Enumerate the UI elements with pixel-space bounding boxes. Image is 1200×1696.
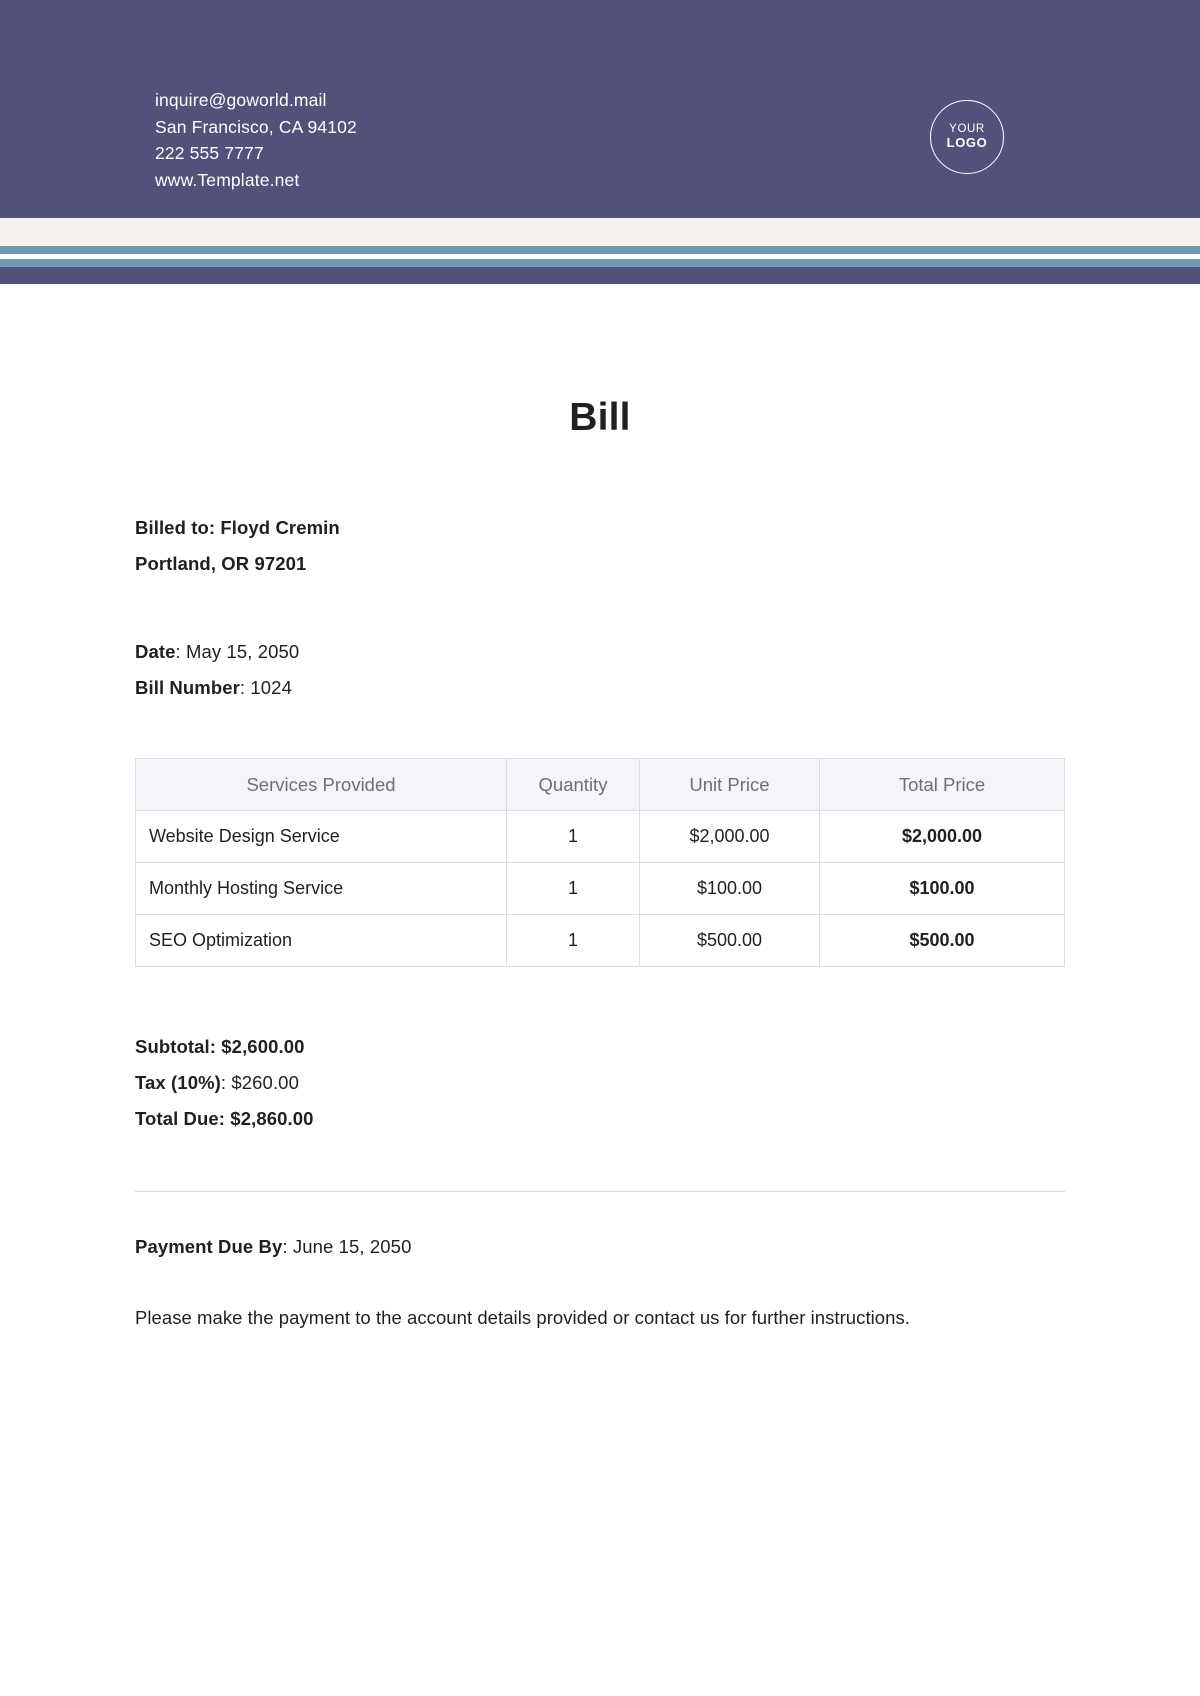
row-quantity: 1 [507,811,640,863]
contact-address: San Francisco, CA 94102 [155,116,357,137]
tax-label: Tax (10%) [135,1072,221,1094]
payment-due-value: : June 15, 2050 [282,1236,412,1258]
stripe-navy [0,267,1200,284]
row-unit-price: $500.00 [640,915,820,967]
logo-bottom-text: LOGO [946,135,988,151]
company-logo [930,100,1004,174]
bill-date [135,634,1065,670]
tax-value: : $260.00 [220,1072,299,1094]
section-divider [135,1191,1065,1192]
line-items-table [135,758,1065,967]
stripe-cream [0,218,1200,246]
table-header [136,759,1065,811]
totals-block [135,1029,1065,1137]
bill-date-label: Date [135,641,176,663]
table-body [136,811,1065,967]
header-band [0,0,1200,218]
column-header-quantity: Quantity [507,759,640,811]
row-total-price: $2,000.00 [820,811,1065,863]
row-unit-price: $100.00 [640,863,820,915]
column-header-services: Services Provided [136,759,507,811]
stripe-blue-upper [0,246,1200,254]
column-header-total-price: Total Price [820,759,1065,811]
bill-number [135,670,1065,706]
contact-phone: 222 555 7777 [155,143,264,164]
bill-meta [135,634,1065,706]
row-service: Website Design Service [136,811,507,863]
payment-due-label: Payment Due By [135,1236,283,1258]
bill-number-label: Bill Number [135,677,240,699]
contact-email: inquire@goworld.mail [155,90,327,110]
table-row [136,863,1065,915]
row-quantity: 1 [507,863,640,915]
document-body [135,510,1065,1337]
row-quantity: 1 [507,915,640,967]
bill-number-value: : 1024 [239,677,292,699]
row-total-price: $500.00 [820,915,1065,967]
column-header-unit-price: Unit Price [640,759,820,811]
row-service: SEO Optimization [136,915,507,967]
subtotal-line [135,1029,1065,1065]
billed-to-address: Portland, OR 97201 [135,553,307,575]
payment-instructions-note: Please make the payment to the account details provided or contact us for further instructions. [135,1307,910,1329]
company-contact-block [155,87,357,193]
table-row [136,811,1065,863]
payment-due-line [135,1236,1065,1258]
row-unit-price: $2,000.00 [640,811,820,863]
total-due-text: Total Due: $2,860.00 [135,1108,314,1130]
total-due-line [135,1101,1065,1137]
stripe-blue-lower [0,259,1200,267]
table-row [136,915,1065,967]
row-service: Monthly Hosting Service [136,863,507,915]
logo-top-text: YOUR [949,122,985,135]
billed-to-name: Billed to: Floyd Cremin [135,517,340,538]
page-title: Bill [569,396,631,439]
bill-date-value: : May 15, 2050 [175,641,300,663]
contact-website: www.Template.net [155,169,300,190]
tax-line [135,1065,1065,1101]
row-total-price: $100.00 [820,863,1065,915]
subtotal-text: Subtotal: $2,600.00 [135,1036,305,1058]
table-header-row [136,759,1065,811]
